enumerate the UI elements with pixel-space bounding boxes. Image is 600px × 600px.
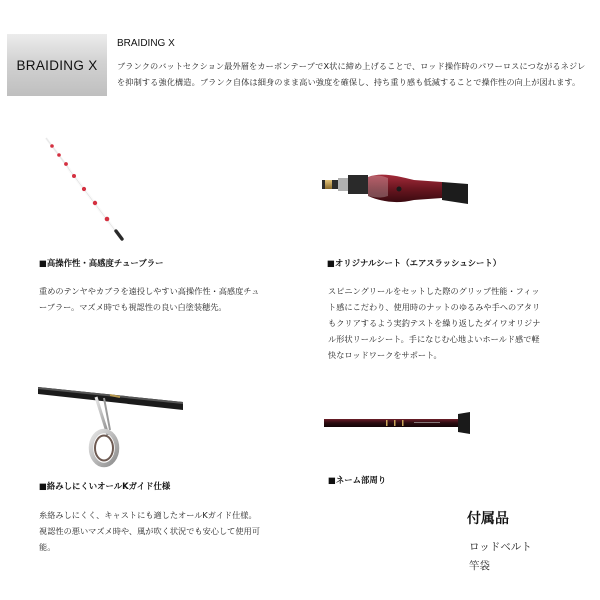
- name-section-photo: [324, 408, 470, 438]
- feature-caption-reel-seat: ■オリジナルシート（エアスラッシュシート）: [327, 258, 502, 268]
- feature-caption-tubular: ■高操作性・高感度チューブラー: [39, 258, 164, 268]
- feature-caption-name-section: ■ネーム部周り: [328, 475, 387, 485]
- feature-caption-k-guide: ■絡みしにくいオールKガイド仕様: [39, 481, 171, 491]
- accessory-item-rod-belt: ロッドベルト: [469, 541, 532, 553]
- rod-tip-photo: [40, 135, 130, 245]
- braiding-x-badge: [7, 34, 107, 96]
- reel-seat-photo: [322, 158, 468, 222]
- braiding-description: ブランクのバットセクション最外層をカーボンテープでX状に締め上げることで、ロッド操作時のパワーロスにつながるネジレを抑制する強化構造。ブランク自体は細身のまま高い強度を確保し、持ち重り感も低減することで操作性の向上が図れます。: [117, 61, 586, 87]
- feature-desc-reel-seat: スピニングリールをセットした際のグリップ性能・フィット感にこだわり、使用時のナットのゆるみや手へのアタリもクリアするよう実釣テストを繰り返したダイワオリジナル形状リールシート。手になじむ心地よいホールド感で軽快なロッドワークをサポート。: [328, 286, 541, 360]
- braiding-title: BRAIDING X: [117, 38, 175, 49]
- badge-label: BRAIDING X: [16, 57, 98, 73]
- guide-photo: [38, 375, 183, 475]
- feature-desc-k-guide: 糸絡みしにくく、キャストにも適したオールKガイド仕様。視認性の悪いマズメ時や、風が吹く状況でも安心して使用可能。: [39, 510, 260, 552]
- accessory-item-rod-bag: 竿袋: [469, 560, 490, 572]
- feature-desc-tubular: 重めのテンヤやカブラを遠投しやすい高操作性・高感度チューブラー。マズメ時でも視認性の良い白塗装穂先。: [39, 286, 260, 312]
- accessories-title: 付属品: [467, 511, 509, 527]
